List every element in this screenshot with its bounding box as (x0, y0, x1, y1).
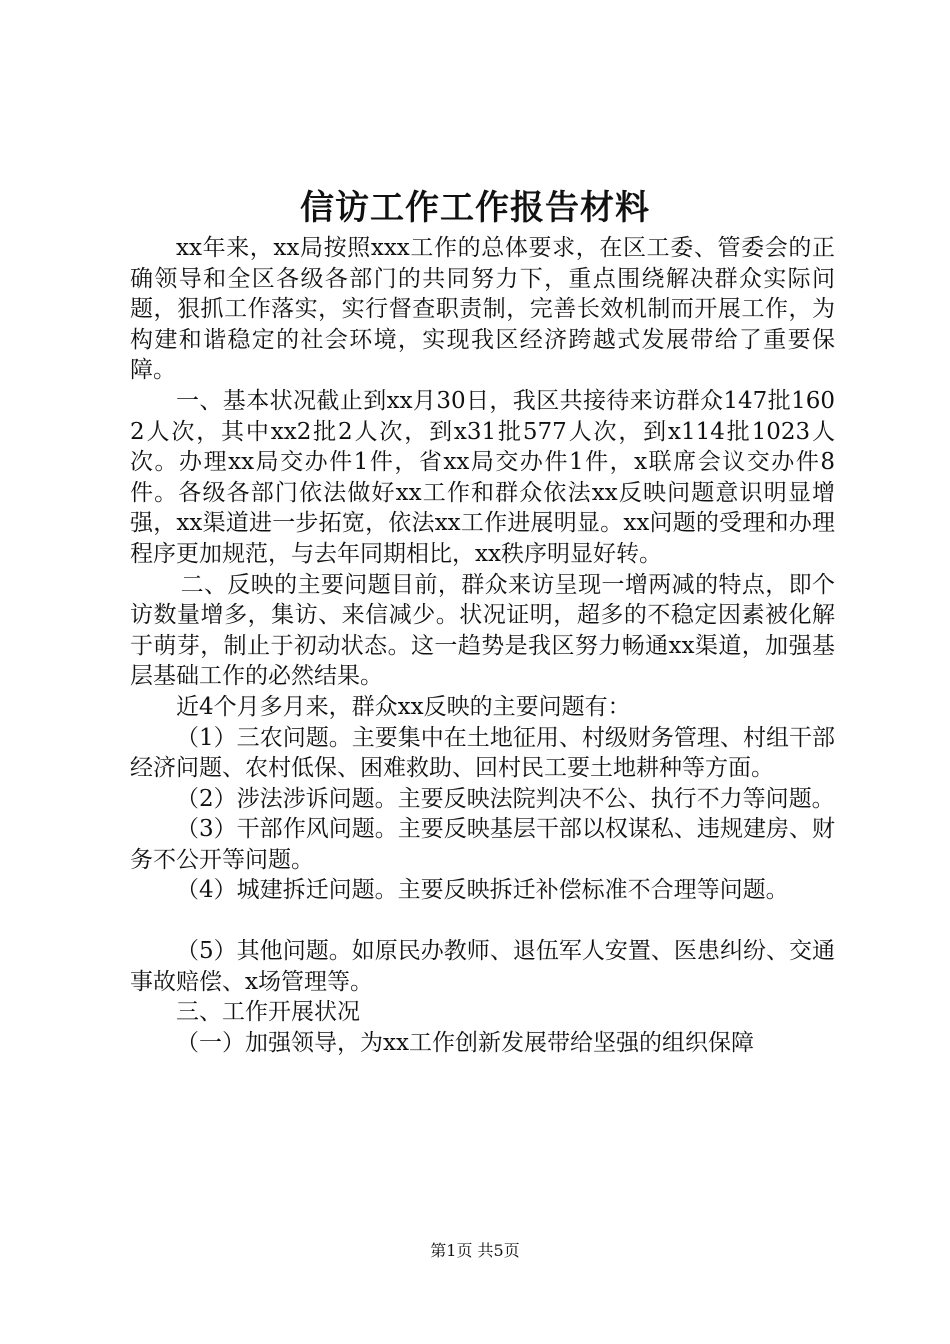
paragraph-issue-4: （4）城建拆迁问题。主要反映拆迁补偿标准不合理等问题。 (176, 877, 789, 904)
paragraph-main-problems: 二、反映的主要问题目前，群众来访呈现一增两减的特点，即个访数量增多，集访、来信减少。状况证明，超多的不稳定因素被化解于萌芽，制止于初动状态。这一趋势是我区努力畅通xx渠道，加强基层基础工作的必然结果。 (130, 571, 835, 690)
document-body (130, 233, 835, 1058)
paragraph-section-3-heading: 三、工作开展状况 (176, 999, 360, 1026)
paragraph-issue-5: （5）其他问题。如原民办教师、退伍军人安置、医患纠纷、交通事故赔偿、x场管理等。 (130, 938, 835, 995)
paragraph-recent-issues: 近4个月多月来，群众xx反映的主要问题有： (176, 693, 631, 720)
paragraph-issue-1: （1）三农问题。主要集中在土地征用、村级财务管理、村组干部经济问题、农村低保、困难救助、回村民工要土地耕种等方面。 (130, 724, 835, 782)
paragraph-intro: xx年来，xx局按照xxx工作的总体要求，在区工委、管委会的正确领导和全区各级各部门的共同努力下，重点围绕解决群众实际问题，狠抓工作落实，实行督查职责制，完善长效机制而开展工作，为构建和谐稳定的社会环境，实现我区经济跨越式发展带给了重要保障。 (130, 235, 835, 384)
document-title: 信访工作工作报告材料 (300, 188, 650, 228)
paragraph-subsection-1-heading: （一）加强领导，为xx工作创新发展带给坚强的组织保障 (176, 1029, 754, 1056)
paragraph-basic-situation: 一、基本状况截止到xx月30日，我区共接待来访群众147批1602人次，其中xx2批2人次，到x31批577人次，到x114批1023人次。办理xx局交办件1件，省xx局交办件1件，x联席会议交办件8件。各级各部门依法做好xx工作和群众依法xx反映问题意识明显增强，xx渠道进一步拓宽，依法xx工作进展明显。xx问题的受理和办理程序更加规范，与去年同期相比，xx秩序明显好转。 (130, 387, 835, 567)
paragraph-issue-3: （3）干部作风问题。主要反映基层干部以权谋私、违规建房、财务不公开等问题。 (130, 816, 835, 873)
page-number-footer: 第1页 共5页 (430, 1241, 520, 1260)
paragraph-issue-2: （2）涉法涉诉问题。主要反映法院判决不公、执行不力等问题。 (176, 785, 835, 812)
